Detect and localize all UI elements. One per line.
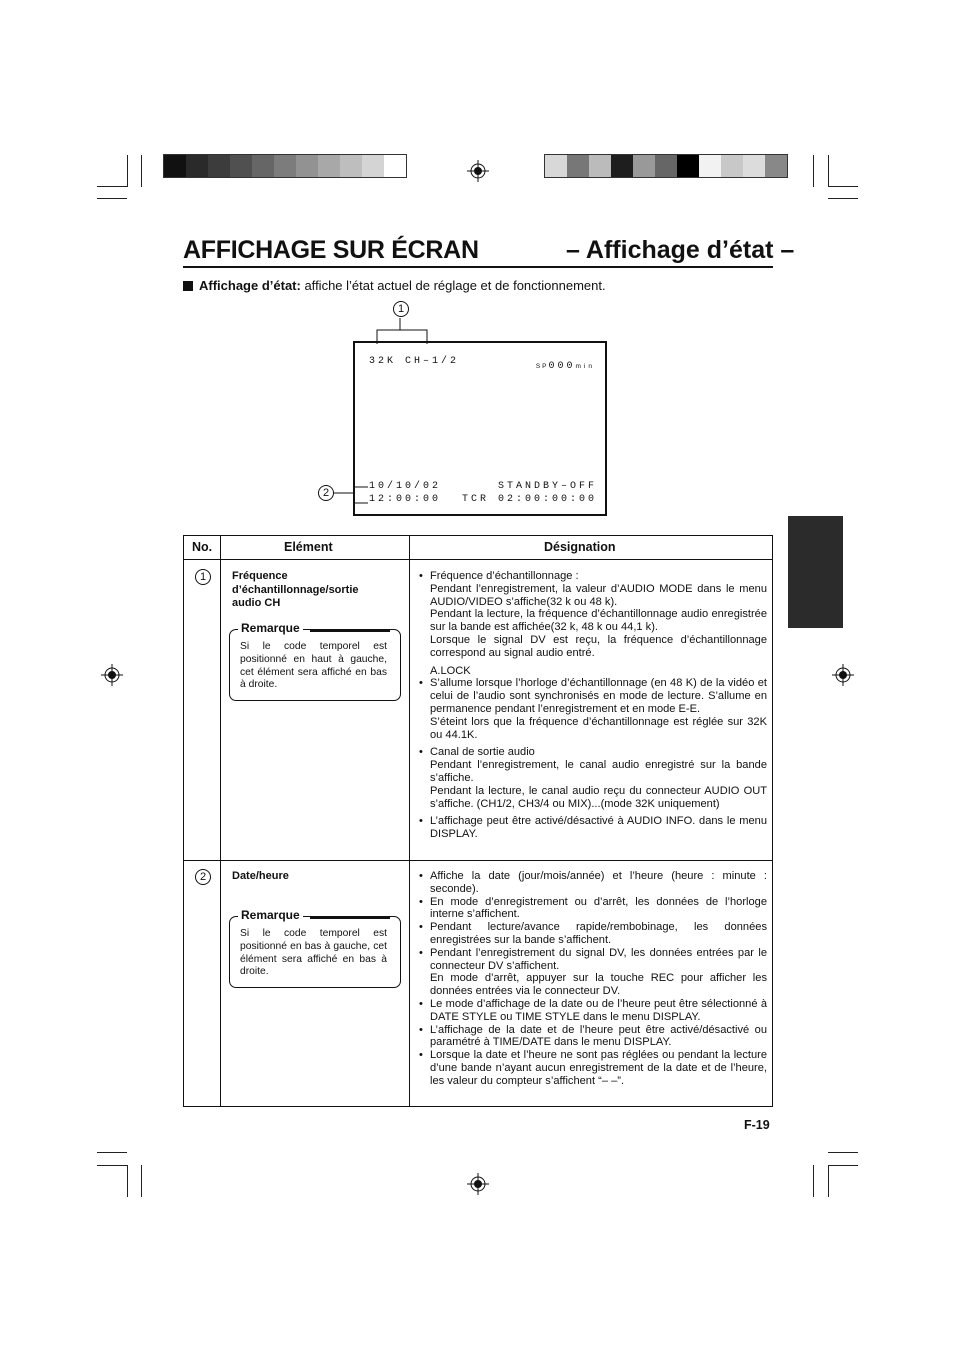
row-2-number: 2 [195, 869, 211, 885]
crop-mark [813, 1165, 814, 1197]
row-2-note-text: Si le code temporel est positionné en bas à gauche, cet élément sera affiché en bas à droite. [240, 928, 387, 978]
row-1-element-line: d’échantillonnage/sortie [232, 583, 359, 596]
osd-audio-info: 32K CH–1/2 [369, 356, 460, 367]
row-1-number: 1 [195, 569, 211, 585]
desc-text: Pendant l’enregistrement, le canal audio enregistré sur la bande s’affiche. [430, 759, 767, 784]
crop-mark [828, 1165, 829, 1197]
row-2-note-title: Remarque [238, 908, 303, 922]
grayscale-bar-right [544, 154, 788, 178]
row-1-element [232, 570, 397, 611]
desc-text: Pendant l’enregistrement, la valeur d’AUDIO MODE dans le menu AUDIO/VIDEO s’affiche(32 k ou 48 k). [430, 582, 767, 608]
crop-mark [97, 186, 127, 187]
desc-text: Lorsque le signal DV est reçu, la fréquence d’échantillonnage correspond au signal audio entré. [430, 633, 767, 659]
desc-bullet: • Pendant lecture/avance rapide/rembobinage, les données enregistrées sur la bande s’affichent. [419, 921, 767, 947]
crop-mark [141, 1165, 142, 1197]
row-1-element-line: Fréquence [232, 570, 288, 582]
crop-mark [828, 198, 858, 199]
row-2-designation [419, 870, 767, 1088]
lead-text: affiche l’état actuel de réglage et de fonctionnement. [300, 278, 606, 293]
osd-time: 12:00:00 [369, 494, 442, 505]
page-number: F-19 [744, 1118, 770, 1132]
row-1-note [229, 621, 401, 701]
desc-bullet: • L’affichage de la date et de l’heure peut être activé/désactivé ou paramétré à TIME/DATE dans le menu DISPLAY. [419, 1024, 767, 1050]
desc-text: Pendant la lecture, la fréquence d’échantillonnage audio enregistrée sur la bande est affichée(32 k, 48 k ou 44,1 k). [430, 608, 767, 634]
status-table [183, 535, 773, 1107]
crop-mark [828, 186, 858, 187]
row-2-note [229, 908, 401, 988]
desc-text: S’éteint lors que la fréquence d’échantillonnage est réglée sur 32K ou 44.1K. [430, 715, 767, 741]
desc-text: Pendant l’enregistrement du signal DV, les données entrées par le connecteur DV s’affichent. [430, 946, 767, 972]
crop-mark [141, 155, 142, 187]
desc-bullet: • En mode d’enregistrement ou d’arrêt, les données de l’horloge interne s’affichent. [419, 896, 767, 922]
desc-bullet: • Lorsque la date et l’heure ne sont pas réglées ou pendant la lecture d’une bande n’ayant aucun enregistrement de la date et de l’heure, les valeur du compteur s’affichent “– –”. [419, 1049, 767, 1087]
desc-text: Fréquence d’échantillonnage : [430, 570, 579, 582]
desc-bullet: • Affiche la date (jour/mois/année) et l’heure (heure : minute : seconde). [419, 870, 767, 896]
osd-sp: SP [535, 363, 549, 370]
registration-mark-icon [467, 160, 489, 182]
crop-mark [97, 1152, 127, 1153]
crop-mark [828, 1152, 858, 1153]
osd-date: 10/10/02 [369, 481, 442, 492]
desc-text: En mode d’arrêt, appuyer sur la touche REC pour afficher les données entrées via le connecteur DV. [430, 972, 767, 998]
osd-counter-value: 000 [548, 361, 576, 372]
crop-mark [828, 1165, 858, 1166]
desc-bullet [419, 677, 767, 741]
section-tab [788, 516, 843, 628]
row-2-element: Date/heure [232, 870, 289, 882]
desc-bullet: • Le mode d’affichage de la date ou de l’heure peut être sélectionné à DATE STYLE ou TIME STYLE dans le menu DISPLAY. [419, 998, 767, 1024]
header-designation: Désignation [544, 540, 616, 554]
row-1-designation [419, 570, 767, 841]
row-1-element-line: audio CH [232, 597, 281, 609]
desc-label: A.LOCK [430, 664, 471, 677]
desc-bullet [419, 746, 767, 810]
osd-counter [536, 355, 595, 373]
row-1-note-text: Si le code temporel est positionné en haut à gauche, cet élément sera affiché en bas à droite. [240, 641, 387, 691]
callout-2: 2 [318, 485, 334, 501]
osd-screen [353, 341, 607, 516]
registration-mark-icon [467, 1173, 489, 1195]
callout-1: 1 [393, 301, 409, 317]
crop-mark [127, 1165, 128, 1197]
desc-text: S’allume lorsque l’horloge d’échantillonnage (en 48 K) de la vidéo et celui de l’audio sont synchronisés en mode de lecture. S’allume en permanence pendant l’enregistrement et en mode E-E. [430, 677, 767, 715]
desc-text: Pendant la lecture, le canal audio reçu du connecteur AUDIO OUT s’affiche. (CH1/2, CH3/4 ou MIX)...(mode 32K uniquement) [430, 784, 767, 810]
desc-bullet: • L’affichage peut être activé/désactivé à AUDIO INFO. dans le menu DISPLAY. [419, 815, 767, 841]
osd-timecode: TCR 02:00:00:00 [461, 494, 597, 505]
osd-status: STANDBY–OFF [497, 481, 597, 492]
registration-mark-icon [101, 664, 123, 686]
registration-mark-icon [832, 664, 854, 686]
crop-mark [828, 155, 829, 187]
desc-bullet [419, 570, 767, 660]
desc-bullet [419, 947, 767, 998]
crop-mark [127, 155, 128, 187]
grayscale-bar-left [163, 154, 407, 178]
desc-text: Canal de sortie audio [430, 746, 535, 759]
crop-mark [97, 198, 127, 199]
row-1-note-title: Remarque [238, 621, 303, 635]
square-bullet-icon [183, 281, 193, 291]
title-rule [183, 266, 773, 268]
crop-mark [97, 1165, 127, 1166]
lead-paragraph [183, 278, 606, 293]
page-subtitle: – Affichage d’état – [566, 236, 795, 264]
lead-bold: Affichage d’état: [199, 278, 301, 293]
crop-mark [813, 155, 814, 187]
header-no: No. [192, 540, 213, 554]
page-title: AFFICHAGE SUR ÉCRAN [183, 236, 479, 264]
osd-counter-unit: min [575, 363, 595, 370]
header-element: Elément [284, 540, 333, 554]
